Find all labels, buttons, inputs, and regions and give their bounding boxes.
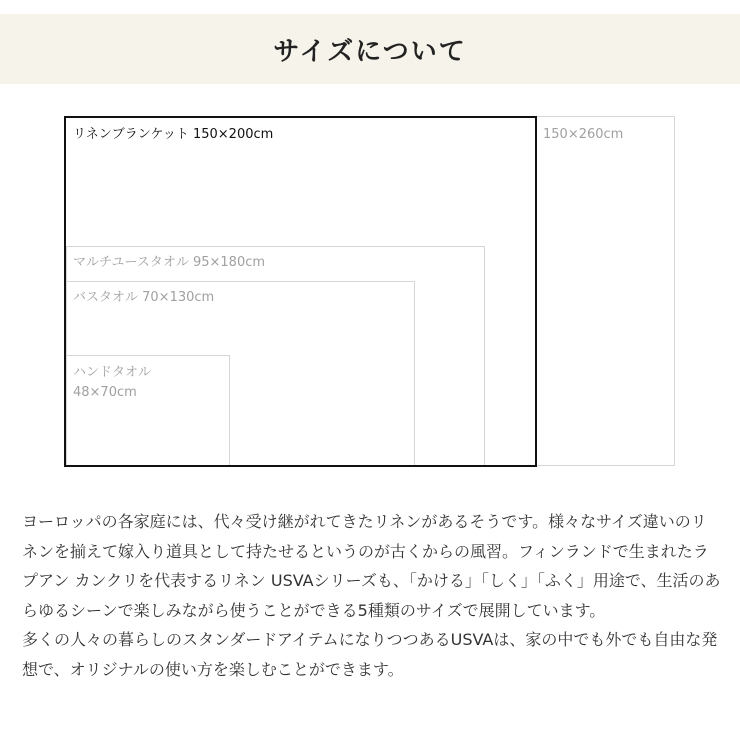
- section-title: サイズについて: [273, 36, 467, 67]
- description-paragraph: ヨーロッパの各家庭には、代々受け継がれてきたリネンがあるそうです。様々なサイズ違いのリネンを揃えて嫁入り道具として持たせるというのが古くからの風習。フィンランドで生まれたラプアン カンクリを代表するリネン USVAシリーズも、「かける」「しく」「ふく」用途で、生活のあらゆるシーンで楽しみながら使うことができる5種類のサイズで展開しています。: [22, 512, 721, 620]
- size-box-150x260: [536, 116, 675, 466]
- size-label-bath-towel: バスタオル 70×130cm: [73, 290, 215, 305]
- section-header: [0, 14, 740, 84]
- description-paragraph: 多くの人々の暮らしのスタンダードアイテムになりつつあるUSVAは、家の中でも外でも自由な発想で、オリジナルの使い方を楽しむことができます。: [22, 630, 718, 679]
- size-box-linen-blanket: [64, 116, 537, 467]
- size-label-multi-towel: マルチユースタオル 95×180cm: [73, 255, 266, 270]
- size-label-linen-blanket: リネンブランケット 150×200cm: [73, 127, 274, 142]
- description-text: [22, 507, 722, 684]
- size-label-hand-towel: ハンドタオル 48×70cm: [73, 365, 152, 400]
- size-label-150x260: 150×260cm: [543, 127, 624, 142]
